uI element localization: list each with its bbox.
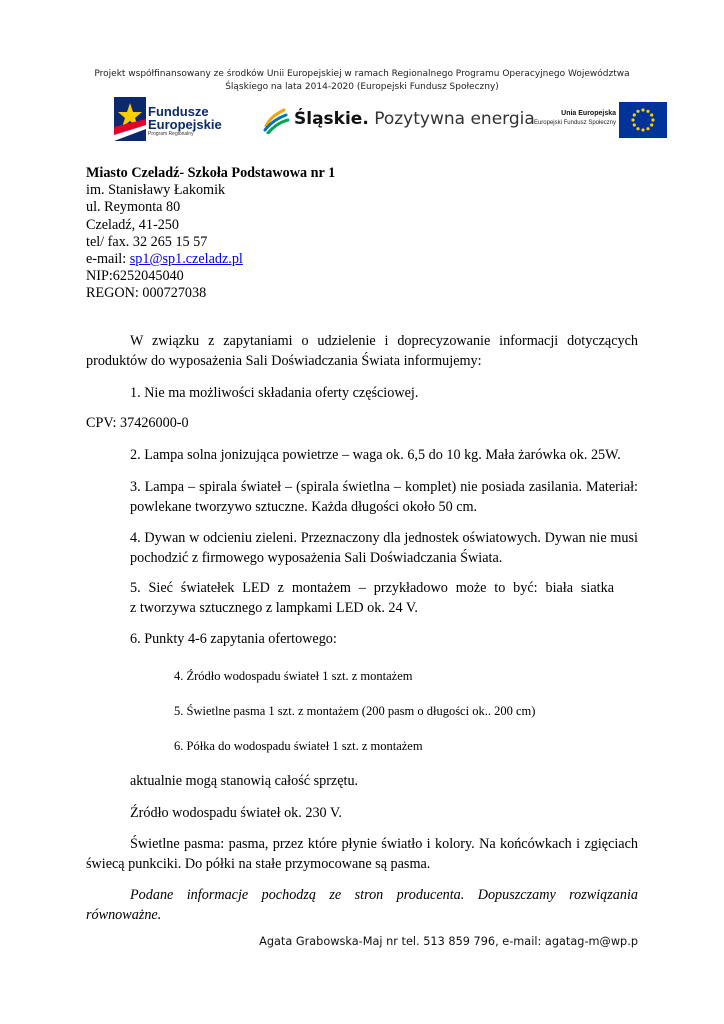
fundusze-europejskie-flag-icon (114, 97, 146, 141)
intro-paragraph: W związku z zapytaniami o udzielenie i doprecyzowanie informacji dotyczących produktów do wyposażenia Sali Doświadczania Świata informujemy: (86, 333, 638, 369)
closing-paragraph: Podane informacje pochodzą ze stron producenta. Dopuszczamy rozwiązania równoważne. (86, 887, 638, 923)
slaskie-swirl-icon (262, 104, 290, 134)
item-1: 1. Nie ma możliwości składania oferty częściowej. (130, 385, 419, 401)
completeness-note: aktualnie mogą stanowią całość sprzętu. (130, 773, 359, 789)
school-phone: tel/ fax. 32 265 15 57 (86, 233, 208, 250)
fe-logo-line3: Program Regionalny (148, 131, 194, 137)
bands-paragraph: Świetlne pasma: pasma, przez które płynie światło i kolory. Na końcówkach i zgięciach świecą punkciki. Do półki na stałe przymocowane są pasma. (86, 836, 638, 872)
slaskie-logo (262, 104, 535, 136)
ue-logo-line2: Europejski Fundusz Społeczny (533, 120, 616, 126)
school-address-block (86, 165, 335, 303)
sub-item-4: 4. Źródło wodospadu świateł 1 szt. z montażem (174, 669, 413, 683)
project-header-line2: Śląskiego na lata 2014-2020 (Europejski Fundusz Społeczny) (225, 82, 499, 92)
item-3: 3. Lampa – spirala świateł – (spirala świetlna – komplet) nie posiada zasilania. Materiał: powlekane tworzywo sztuczne. Każda długości około 50 cm. (130, 479, 638, 515)
unia-europejska-logo (524, 102, 668, 142)
school-name: Miasto Czeladź- Szkoła Podstawowa nr 1 (86, 165, 336, 181)
school-city: Czeladź, 41-250 (86, 216, 179, 233)
sub-item-5: 5. Świetlne pasma 1 szt. z montażem (200 pasm o długości ok.. 200 cm) (174, 704, 536, 718)
item-4: 4. Dywan w odcieniu zieleni. Przeznaczony dla jednostek oświatowych. Dywan nie musi pochodzić z firmowego wyposażenia Sali Doświadczania Świata. (130, 530, 638, 566)
fundusze-europejskie-logo (114, 97, 224, 143)
logo-bar (86, 96, 670, 144)
school-street: ul. Reymonta 80 (86, 199, 181, 216)
eu-flag-icon (619, 102, 667, 138)
ue-logo-line1: Unia Europejska (561, 110, 616, 117)
item-5-line1: 5. Sieć światełek LED z montażem – przykładowo może to być: biała siatka (130, 580, 614, 596)
school-regon: REGON: 000727038 (86, 285, 207, 302)
slaskie-tagline: Pozytywna energia (374, 109, 535, 129)
contact-footer: Agata Grabowska-Maj nr tel. 513 859 796, e-mail: agatag-m@wp.p (259, 935, 638, 948)
email-label: e-mail: (86, 251, 130, 268)
fe-logo-line1: Fundusze (148, 104, 209, 119)
slaskie-wordmark (294, 109, 535, 129)
school-patron: im. Stanisławy Łakomik (86, 182, 226, 199)
project-header (60, 68, 664, 94)
item-6: 6. Punkty 4-6 zapytania ofertowego: (130, 631, 337, 647)
slaskie-name: Śląskie. (294, 109, 369, 129)
item-5-line2: z tworzywa sztucznego z lampkami LED ok. 24 V. (130, 600, 418, 616)
item-5 (130, 578, 638, 618)
school-nip: NIP:6252045040 (86, 268, 184, 285)
sub-item-6: 6. Półka do wodospadu świateł 1 szt. z montażem (174, 739, 423, 753)
project-header-line1: Projekt współfinansowany ze środków Unii Europejskiej w ramach Regionalnego Programu Operacyjnego Województwa (94, 69, 630, 79)
cpv-code: CPV: 37426000-0 (86, 415, 189, 431)
school-email-link[interactable]: sp1@sp1.czeladz.pl (129, 251, 243, 268)
school-email-line (86, 251, 335, 268)
fe-logo-line2: Europejskie (148, 117, 222, 132)
item-2: 2. Lampa solna jonizująca powietrze – waga ok. 6,5 do 10 kg. Mała żarówka ok. 25W. (130, 447, 621, 463)
source-voltage-note: Źródło wodospadu świateł ok. 230 V. (130, 805, 342, 821)
